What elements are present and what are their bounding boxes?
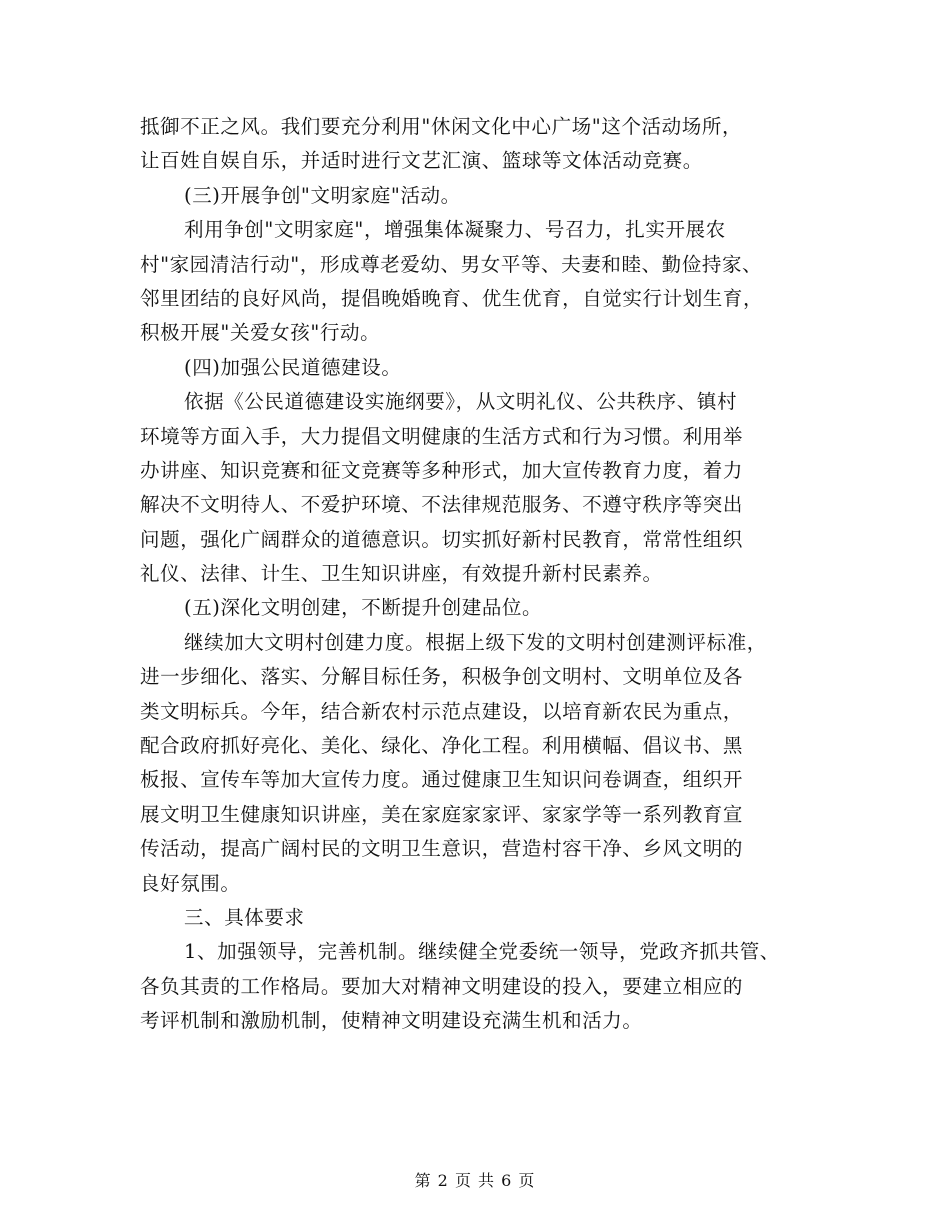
text-line: 办讲座、知识竞赛和征文竞赛等多种形式，加大宣传教育力度，着力 [140,458,744,482]
text-line: 村"家园清洁行动"，形成尊老爱幼、男女平等、夫妻和睦、勤俭持家、 [140,252,763,276]
text-line: 继续加大文明村创建力度。根据上级下发的文明村创建测评标准， [184,630,767,654]
text-line: 类文明标兵。今年，结合新农村示范点建设，以培育新农民为重点， [140,699,744,723]
text-line: 进一步细化、落实、分解目标任务，积极争创文明村、文明单位及各 [140,665,744,689]
text-line: 邻里团结的良好风尚，提倡晚婚晚育、优生优育，自觉实行计划生育， [140,286,764,310]
text-line: 良好氛围。 [140,871,241,895]
text-line: 板报、宣传车等加大宣传力度。通过健康卫生知识问卷调查，组织开 [140,768,744,792]
text-line: 配合政府抓好亮化、美化、绿化、净化工程。利用横幅、倡议书、黑 [140,734,744,758]
text-line: 抵御不正之风。我们要充分利用"休闲文化中心广场"这个活动场所， [140,115,743,138]
text-line: 各负其责的工作格局。要加大对精神文明建设的投入，要建立相应的 [140,974,744,998]
text-line: 礼仪、法律、计生、卫生知识讲座，有效提升新村民素养。 [140,562,663,586]
text-line: 展文明卫生健康知识讲座，美在家庭家家评、家家学等一系列教育宣 [140,802,744,826]
text-line: 解决不文明待人、不爱护环境、不法律规范服务、不遵守秩序等突出 [140,493,744,517]
text-line: 问题，强化广阔群众的道德意识。切实抓好新村民教育，常常性组织 [140,527,744,551]
text-line: 三、具体要求 [184,905,305,929]
text-line: (四)加强公民道德建设。 [184,355,402,379]
text-line: 环境等方面入手，大力提倡文明健康的生活方式和行为习惯。利用举 [140,424,744,448]
text-line: 利用争创"文明家庭"，增强集体凝聚力、号召力，扎实开展农 [184,218,726,242]
text-line: 考评机制和激励机制，使精神文明建设充满生机和活力。 [140,1009,643,1033]
body-text [140,110,820,1039]
text-line: 积极开展"关爱女孩"行动。 [140,321,381,345]
text-line: 传活动，提高广阔村民的文明卫生意识，营造村容干净、乡风文明的 [140,837,744,861]
text-line: 让百姓自娱自乐，并适时进行文艺汇演、篮球等文体活动竞赛。 [140,149,703,173]
text-line: (五)深化文明创建，不断提升创建品位。 [184,596,543,620]
text-line: (三)开展争创"文明家庭"活动。 [184,183,461,207]
text-line: 依据《公民道德建设实施纲要》，从文明礼仪、公共秩序、镇村 [184,390,738,414]
text-line: 1、加强领导，完善机制。继续健全党委统一领导，党政齐抓共管、 [184,940,780,964]
page-footer: 第 2 页 共 6 页 [414,1171,536,1190]
